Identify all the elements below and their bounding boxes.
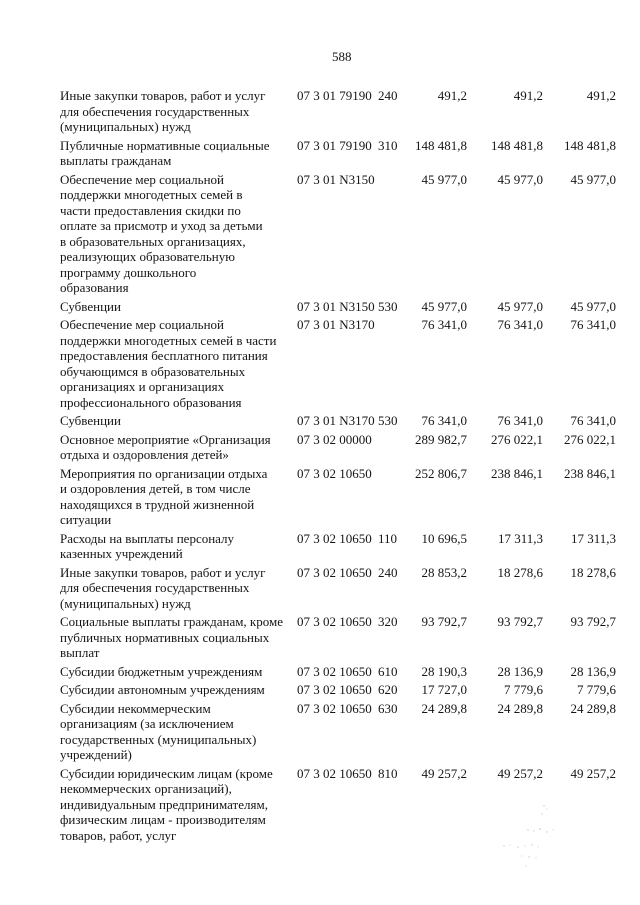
row-code: 07 3 02 10650 [297,564,372,580]
row-value-1: 28 853,2 [421,564,467,580]
row-value-2: 28 136,9 [497,663,543,679]
row-code: 07 3 01 N3170 [297,413,375,428]
row-type-code: 630 [378,700,398,716]
row-description: Субсидии юридическим лицам (кроме некоммерческих организаций), индивидуальным предпринимателям, физическим лицам - производителям товаров, работ, услуг [60,765,273,843]
row-value-2: 24 289,8 [497,700,543,716]
row-description: Субсидии автономным учреждениям [60,682,265,697]
table-row [60,614,616,661]
row-value-3: 18 278,6 [570,564,616,580]
row-code: 07 3 02 00000 [297,431,372,447]
row-value-1: 76 341,0 [421,413,467,428]
row-code: 07 3 02 10650 [297,700,372,716]
row-value-2: 18 278,6 [497,564,543,580]
row-value-1: 148 481,8 [415,137,467,153]
row-value-1: 289 982,7 [415,431,467,447]
row-value-3: 76 341,0 [570,317,616,332]
row-description: Обеспечение мер социальной поддержки многодетных семей в части предоставления бесплатного питания обучающимся в образовательных организациях и организациях профессионального образования [60,317,277,410]
row-value-2: 238 846,1 [491,465,543,481]
row-value-2: 148 481,8 [491,137,543,153]
row-value-3: 45 977,0 [570,298,616,314]
table-row [60,317,616,410]
row-code: 07 3 01 N3170 [297,317,375,332]
row-value-3: 76 341,0 [570,413,616,428]
table-row [60,172,616,296]
row-value-2: 93 792,7 [497,614,543,629]
row-value-1: 76 341,0 [421,317,467,332]
row-value-3: 148 481,8 [564,137,616,153]
row-description: Иные закупки товаров, работ и услуг для обеспечения государственных (муниципальных) нужд [60,88,266,134]
row-value-2: 7 779,6 [504,682,543,697]
row-value-1: 45 977,0 [421,171,467,187]
table-row [60,432,616,463]
table-row [60,88,616,135]
row-code: 07 3 02 10650 [297,663,372,679]
row-code: 07 3 02 10650 [297,682,372,697]
row-value-2: 45 977,0 [497,298,543,314]
row-code: 07 3 02 10650 [297,765,372,781]
row-code: 07 3 01 79190 [297,88,372,103]
table-row [60,531,616,562]
row-description: Субвенции [60,413,121,428]
table-row [60,299,616,315]
row-value-3: 17 311,3 [570,530,616,546]
row-type-code: 620 [378,682,398,697]
row-value-2: 76 341,0 [497,317,543,332]
row-value-2: 276 022,1 [491,431,543,447]
faint-stamp-marks [492,800,572,870]
row-code: 07 3 02 10650 [297,530,372,546]
row-value-1: 10 696,5 [421,530,467,546]
row-value-3: 49 257,2 [570,765,616,781]
row-value-3: 276 022,1 [564,431,616,447]
row-value-3: 7 779,6 [577,682,616,697]
row-description: Расходы на выплаты персоналу казенных учреждений [60,530,235,561]
row-description: Субсидии некоммерческим организациям (за исключением государственных (муниципальных) учреждений) [60,700,257,762]
row-description: Иные закупки товаров, работ и услуг для обеспечения государственных (муниципальных) нужд [60,564,266,611]
row-value-2: 491,2 [513,88,543,103]
budget-table [60,88,616,846]
table-row [60,682,616,698]
table-row [60,466,616,528]
row-type-code: 610 [378,663,398,679]
row-type-code: 530 [378,298,398,314]
row-code: 07 3 02 10650 [297,465,372,481]
row-type-code: 320 [378,614,398,629]
row-description: Субвенции [60,298,121,314]
row-code: 07 3 02 10650 [297,614,372,629]
row-code: 07 3 01 79190 [297,137,372,153]
row-description: Мероприятия по организации отдыха и оздоровления детей, в том числе находящихся в трудной жизненной ситуации [60,465,268,527]
table-row [60,413,616,429]
row-value-2: 49 257,2 [497,765,543,781]
row-value-1: 45 977,0 [421,298,467,314]
row-code: 07 3 01 N3150 [297,171,375,187]
row-value-3: 491,2 [586,88,616,103]
table-row [60,664,616,680]
row-value-3: 24 289,8 [570,700,616,716]
row-type-code: 240 [378,564,398,580]
row-value-1: 24 289,8 [421,700,467,716]
row-code: 07 3 01 N3150 [297,298,375,314]
row-value-3: 45 977,0 [570,171,616,187]
row-value-1: 28 190,3 [421,663,467,679]
row-value-1: 491,2 [437,88,467,103]
row-type-code: 310 [378,137,398,153]
row-value-2: 76 341,0 [497,413,543,428]
row-description: Социальные выплаты гражданам, кроме публичных нормативных социальных выплат [60,614,283,660]
row-type-code: 530 [378,413,398,428]
row-description: Основное мероприятие «Организация отдыха и оздоровления детей» [60,431,271,462]
row-type-code: 810 [378,765,398,781]
table-row [60,701,616,763]
row-value-3: 28 136,9 [570,663,616,679]
row-value-3: 93 792,7 [570,614,616,629]
row-description: Субсидии бюджетным учреждениям [60,663,263,679]
row-description: Обеспечение мер социальной поддержки многодетных семей в части предоставления скидки по оплате за присмотр и уход за детьми в образовательных организациях, реализующих образовательную программу дошкольного образования [60,171,263,295]
row-type-code: 110 [378,530,398,546]
table-row [60,138,616,169]
row-value-1: 17 727,0 [421,682,467,697]
row-type-code: 240 [378,88,398,103]
row-description: Публичные нормативные социальные выплаты гражданам [60,137,270,168]
row-value-2: 45 977,0 [497,171,543,187]
row-value-1: 252 806,7 [415,465,467,481]
table-row [60,565,616,612]
row-value-3: 238 846,1 [564,465,616,481]
row-value-1: 93 792,7 [421,614,467,629]
page-number: 588 [332,49,352,64]
row-value-1: 49 257,2 [421,765,467,781]
row-value-2: 17 311,3 [497,530,543,546]
